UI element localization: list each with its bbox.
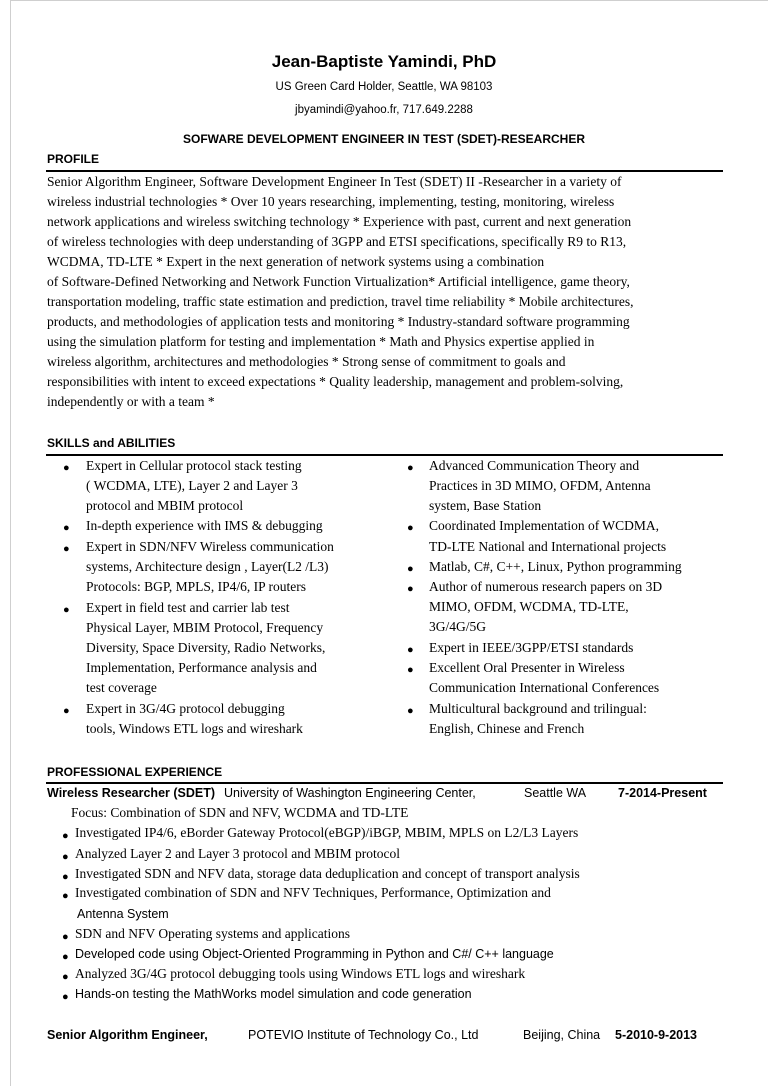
bullet-dot: ● [407,644,414,656]
job1-dates: 7-2014-Present [618,786,707,800]
skill-line: Expert in SDN/NFV Wireless communication [86,539,334,554]
bullet-dot: ● [62,951,69,963]
role-title: SOFWARE DEVELOPMENT ENGINEER IN TEST (SDET)-RESEARCHER [182,132,586,146]
bullet-dot: ● [62,931,69,943]
bullet-dot: ● [63,543,70,555]
skill-line: Communication International Conferences [429,680,660,695]
job1-bullet: Hands-on testing the MathWorks model simulation and code generation [75,987,472,1001]
skill-line: Multicultural background and trilingual: [429,701,647,716]
experience-rule [46,782,723,784]
job1-bullet: SDN and NFV Operating systems and applications [75,926,350,941]
bullet-dot: ● [62,851,69,863]
profile-line: of Software-Defined Networking and Network Function Virtualization* Artificial intelligence, game theory, [47,274,630,289]
skill-line: Expert in 3G/4G protocol debugging [86,701,285,716]
job1-bullet: Investigated SDN and NFV data, storage data deduplication and concept of transport analysis [75,866,580,881]
bullet-dot: ● [63,522,70,534]
skill-line: English, Chinese and French [429,721,585,736]
profile-rule [46,170,723,172]
skill-line: Advanced Communication Theory and [429,458,640,473]
job1-employer: University of Washington Engineering Center, [224,786,476,800]
bullet-dot: ● [63,705,70,717]
profile-heading: PROFILE [47,152,100,166]
profile-line: responsibilities with intent to exceed expectations * Quality leadership, management and problem-solving, [47,374,624,389]
bullet-dot: ● [407,664,414,676]
bullet-dot: ● [407,462,414,474]
job2-dates: 5-2010-9-2013 [615,1028,698,1042]
job2-location: Beijing, China [523,1028,601,1042]
job2-title: Senior Algorithm Engineer, [47,1028,208,1042]
bullet-dot: ● [62,830,69,842]
profile-line: transportation modeling, traffic state estimation and prediction, travel time reliability * Mobile architectures, [47,294,634,309]
bullet-dot: ● [62,890,69,902]
bullet-dot: ● [407,563,414,575]
profile-line: using the simulation platform for testing and implementation * Math and Physics expertise applied in [47,334,595,349]
bullet-dot: ● [62,991,69,1003]
skill-line: test coverage [86,680,157,695]
skill-line: ( WCDMA, LTE), Layer 2 and Layer 3 [86,478,298,493]
address-line: US Green Card Holder, Seattle, WA 98103 [275,81,493,93]
skill-line: TD-LTE National and International projects [429,539,667,554]
job1-bullet: Analyzed 3G/4G protocol debugging tools using Windows ETL logs and wireshark [75,966,526,981]
skill-line: Expert in IEEE/3GPP/ETSI standards [429,640,634,655]
skill-line: Coordinated Implementation of WCDMA, [429,518,659,533]
job1-focus: Focus: Combination of SDN and NFV, WCDMA and TD-LTE [71,805,409,820]
profile-line: wireless industrial technologies * Over 10 years researching, implementing, testing, monitoring, wireless [47,194,615,209]
job1-bullet-continuation: Antenna System [77,907,169,921]
skill-line: In-depth experience with IMS & debugging [86,518,323,533]
skills-heading: SKILLS and ABILITIES [47,436,176,450]
bullet-dot: ● [63,604,70,616]
skill-line: Protocols: BGP, MPLS, IP4/6, IP routers [86,579,307,594]
skill-line: Diversity, Space Diversity, Radio Networks, [86,640,326,655]
experience-heading: PROFESSIONAL EXPERIENCE [47,765,223,779]
bullet-dot: ● [407,705,414,717]
skill-line: systems, Architecture design , Layer(L2 /L3) [86,559,329,574]
skill-line: Author of numerous research papers on 3D [429,579,663,594]
skill-line: Expert in Cellular protocol stack testing [86,458,302,473]
job1-bullet: Investigated combination of SDN and NFV Techniques, Performance, Optimization and [75,885,551,900]
skill-line: 3G/4G/5G [429,619,486,634]
job1-bullet: Analyzed Layer 2 and Layer 3 protocol and MBIM protocol [75,846,401,861]
skill-line: protocol and MBIM protocol [86,498,244,513]
job1-location: Seattle WA [524,786,587,800]
job1-bullet: Investigated IP4/6, eBorder Gateway Protocol(eBGP)/iBGP, MBIM, MPLS on L2/L3 Layers [75,825,579,840]
bullet-dot: ● [62,871,69,883]
profile-line: products, and methodologies of application tests and monitoring * Industry-standard software programming [47,314,630,329]
bullet-dot: ● [63,462,70,474]
skill-line: MIMO, OFDM, WCDMA, TD-LTE, [429,599,629,614]
bullet-dot: ● [407,522,414,534]
bullet-dot: ● [62,971,69,983]
skill-line: system, Base Station [429,498,542,513]
skills-rule [46,454,723,456]
skill-line: tools, Windows ETL logs and wireshark [86,721,303,736]
profile-line: of wireless technologies with deep understanding of 3GPP and ETSI specifications, specifically R9 to R13, [47,234,627,249]
skill-line: Excellent Oral Presenter in Wireless [429,660,625,675]
candidate-name: Jean-Baptiste Yamindi, PhD [271,52,497,71]
skill-line: Expert in field test and carrier lab test [86,600,290,615]
job1-bullet: Developed code using Object-Oriented Programming in Python and C#/ C++ language [75,947,554,961]
profile-line: Senior Algorithm Engineer, Software Development Engineer In Test (SDET) II -Researcher in a variety of [47,174,622,189]
profile-line: wireless algorithm, architectures and methodologies * Strong sense of commitment to goals and [47,354,566,369]
skill-line: Implementation, Performance analysis and [86,660,317,675]
job1-title: Wireless Researcher (SDET) [47,786,216,800]
skill-line: Matlab, C#, C++, Linux, Python programming [429,559,682,574]
profile-line: WCDMA, TD-LTE * Expert in the next generation of network systems using a combination [47,254,545,269]
contact-line: jbyamindi@yahoo.fr, 717.649.2288 [295,104,473,116]
job2-employer: POTEVIO Institute of Technology Co., Ltd [248,1028,479,1042]
profile-line: independently or with a team * [47,394,215,409]
skill-line: Physical Layer, MBIM Protocol, Frequency [86,620,324,635]
bullet-dot: ● [407,583,414,595]
skill-line: Practices in 3D MIMO, OFDM, Antenna [429,478,651,493]
profile-line: network applications and wireless switching technology * Experience with past, current and next generation [47,214,632,229]
